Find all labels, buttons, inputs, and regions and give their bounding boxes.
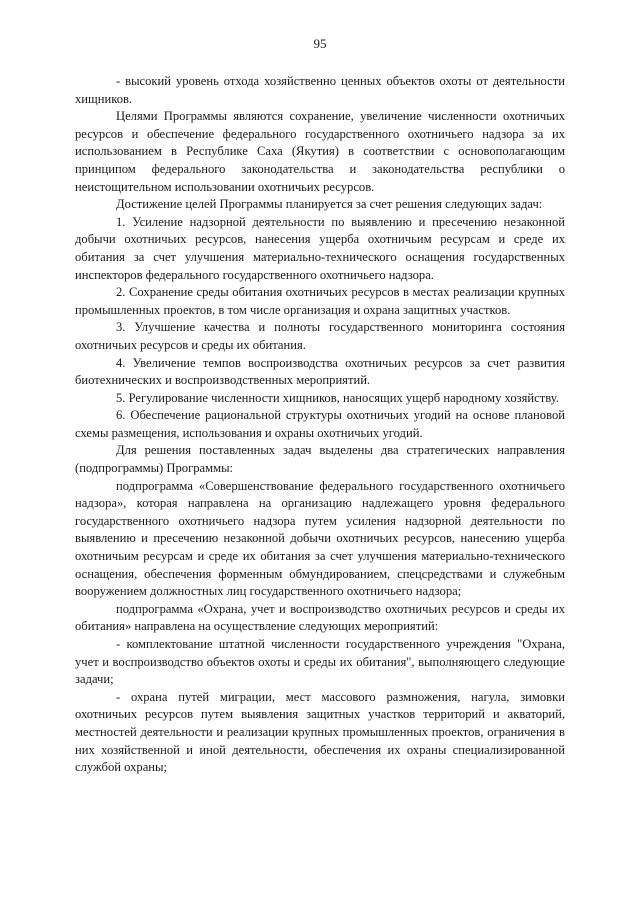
paragraph-subprograms-intro: Для решения поставленных задач выделены два стратегических направления (подпрограммы) Программы: bbox=[75, 443, 565, 476]
paragraph-subprogram-supervision: подпрограмма «Совершенствование федерального государственного охотничьего надзора», которая направлена на организацию надлежащего уровня федерального государственного охотничьего надзора путем усиления надзорной деятельности по выявлению и пресечению незаконной добычи охотничьих ресурсов, нанесению ущерба охотничьим ресурсам и среде их обитания за счет улучшения материально-технического оснащения, обеспечения форменным обмундированием, спецсредствами и служебным вооружением должностных лиц государственного охотничьего надзора; bbox=[75, 478, 565, 599]
page-number: 95 bbox=[313, 36, 327, 51]
paragraph-task-6: 6. Обеспечение рациональной структуры охотничьих угодий на основе плановой схемы размещения, использования и охраны охотничьих угодий. bbox=[75, 408, 565, 440]
paragraph-task-4: 4. Увеличение темпов воспроизводства охотничьих ресурсов за счет развития биотехнических и воспроизводственных мероприятий. bbox=[75, 355, 565, 388]
body-text bbox=[75, 73, 565, 777]
paragraph-subprogram-protection: подпрограмма «Охрана, учет и воспроизводство охотничьих ресурсов и среды их обитания» направлена на осуществление следующих мероприятий: bbox=[75, 601, 565, 634]
paragraph-task-1: 1. Усиление надзорной деятельности по выявлению и пресечению незаконной добычи охотничьих ресурсов, нанесения ущерба охотничьим ресурсам и среде их обитания за счет улучшения материально-технического оснащения государственных инспекторов федерального государственного охотничьего надзора. bbox=[75, 214, 565, 282]
paragraph-staffing: - комплектование штатной численности государственного учреждения "Охрана, учет и воспроизводство объектов охоты и среды их обитания", выполняющего следующие задачи; bbox=[75, 637, 565, 687]
paragraph-task-2: 2. Сохранение среды обитания охотничьих ресурсов в местах реализации крупных промышленных проектов, в том числе организация и охрана защитных участков. bbox=[75, 285, 565, 317]
paragraph-task-5: 5. Регулирование численности хищников, наносящих ущерб народному хозяйству. bbox=[116, 390, 559, 405]
paragraph-program-goals: Целями Программы являются сохранение, увеличение численности охотничьих ресурсов и обеспечение федерального государственного охотничьего надзора за их использованием в Республике Саха (Якутия) в соответствии с основополагающим принципом федерального законодательства и законодательства республики о неистощительном использовании охотничьих ресурсов. bbox=[75, 109, 565, 194]
paragraph-predator-losses: - высокий уровень отхода хозяйственно ценных объектов охоты от деятельности хищников. bbox=[75, 74, 565, 106]
paragraph-task-3: 3. Улучшение качества и полноты государственного мониторинга состояния охотничьих ресурсов и среды их обитания. bbox=[75, 320, 565, 352]
paragraph-tasks-intro: Достижение целей Программы планируется за счет решения следующих задач: bbox=[116, 197, 543, 212]
paragraph-migration-protection: - охрана путей миграции, мест массового размножения, нагула, зимовки охотничьих ресурсов путем выявления защитных участков территорий и акваторий, местностей деятельности и реализации крупных промышленных проектов, ограничения в них хозяйственной и иной деятельности, обеспечения их охраны специализированной службой охраны; bbox=[75, 689, 565, 775]
